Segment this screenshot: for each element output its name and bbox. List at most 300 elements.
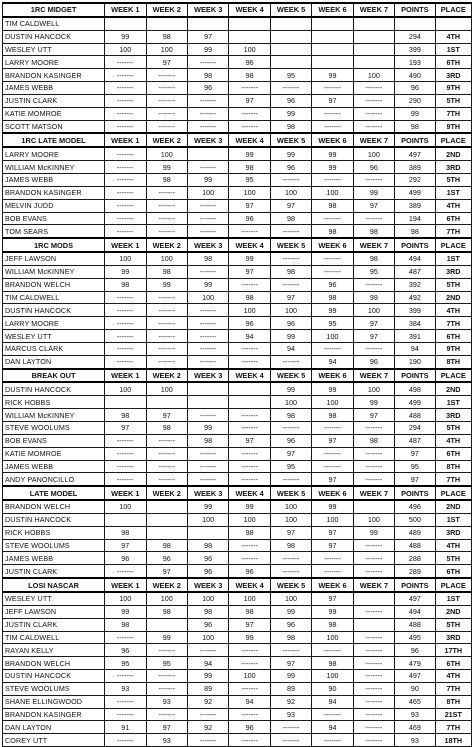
week-score: ------- — [312, 82, 353, 95]
driver-name: JAMES WEBB — [3, 173, 105, 186]
week-score — [312, 30, 353, 43]
week-score: ------- — [312, 422, 353, 435]
week-score: 98 — [270, 539, 311, 552]
week-score: 99 — [353, 526, 394, 539]
week-column-header: WEEK 2 — [146, 238, 187, 252]
week-score: ------- — [146, 120, 187, 133]
week-score: 96 — [187, 82, 228, 95]
points-total: 98 — [395, 120, 435, 133]
week-column-header: WEEK 4 — [229, 578, 270, 592]
week-score: 99 — [105, 30, 146, 43]
table-row — [3, 56, 472, 69]
place-rank: 3RD — [435, 161, 471, 174]
week-score: 97 — [270, 526, 311, 539]
driver-name: KATIE MOMROE — [3, 107, 105, 120]
week-score: ------- — [146, 355, 187, 368]
week-column-header: WEEK 6 — [312, 3, 353, 17]
week-score: 96 — [229, 317, 270, 330]
driver-name: TIM CALDWELL — [3, 17, 105, 30]
week-score: ------- — [353, 552, 394, 565]
table-row — [3, 708, 472, 721]
driver-name: WESLEY UTT — [3, 43, 105, 56]
place-rank: 4TH — [435, 30, 471, 43]
week-score: 100 — [312, 670, 353, 683]
week-score: ------- — [105, 107, 146, 120]
week-score: 97 — [229, 199, 270, 212]
week-score: 90 — [312, 682, 353, 695]
week-score: 98 — [187, 605, 228, 618]
week-score: 94 — [312, 695, 353, 708]
points-column-header: POINTS — [395, 133, 435, 147]
points-total: 492 — [395, 291, 435, 304]
driver-name: DAN LAYTON — [3, 355, 105, 368]
week-score: 99 — [312, 605, 353, 618]
table-row — [3, 317, 472, 330]
week-column-header: WEEK 1 — [105, 238, 146, 252]
week-score — [353, 500, 394, 513]
table-row — [3, 355, 472, 368]
table-row — [3, 539, 472, 552]
points-total: 190 — [395, 355, 435, 368]
week-score: 98 — [105, 526, 146, 539]
week-score: ------- — [229, 107, 270, 120]
driver-name: MELVIN JUDD — [3, 199, 105, 212]
week-column-header: WEEK 7 — [353, 369, 394, 383]
week-score: ------- — [105, 734, 146, 747]
driver-name: JAMES WEBB — [3, 460, 105, 473]
week-score: ------- — [312, 708, 353, 721]
week-score: ------- — [105, 186, 146, 199]
driver-name: BRANDON KASINGER — [3, 186, 105, 199]
week-score: ------- — [105, 225, 146, 238]
week-score: ------- — [229, 278, 270, 291]
table-row — [3, 342, 472, 355]
driver-name: LARRY MOORE — [3, 317, 105, 330]
week-score: 89 — [187, 682, 228, 695]
week-score: ------- — [187, 734, 228, 747]
points-total: 488 — [395, 409, 435, 422]
table-row — [3, 526, 472, 539]
place-column-header: PLACE — [435, 369, 471, 383]
table-row — [3, 670, 472, 683]
week-score: 98 — [105, 618, 146, 631]
points-column-header: POINTS — [395, 3, 435, 17]
week-score: 96 — [105, 552, 146, 565]
week-score: ------- — [229, 552, 270, 565]
week-score: 98 — [270, 265, 311, 278]
week-score — [229, 382, 270, 395]
place-rank: 4TH — [435, 304, 471, 317]
table-row — [3, 199, 472, 212]
week-score: 96 — [353, 161, 394, 174]
week-score: 94 — [270, 342, 311, 355]
week-score: 99 — [312, 500, 353, 513]
week-score: 99 — [146, 631, 187, 644]
points-total: 391 — [395, 330, 435, 343]
week-score: ------- — [187, 120, 228, 133]
points-total: 99 — [395, 107, 435, 120]
table-row — [3, 473, 472, 486]
table-row — [3, 644, 472, 657]
week-score: 93 — [146, 695, 187, 708]
week-score — [353, 17, 394, 30]
place-rank: 7TH — [435, 317, 471, 330]
points-total: 487 — [395, 434, 435, 447]
week-score: 100 — [187, 631, 228, 644]
place-rank: 21ST — [435, 708, 471, 721]
table-row — [3, 291, 472, 304]
table-row — [3, 721, 472, 734]
week-score: 93 — [270, 708, 311, 721]
week-score: 95 — [229, 173, 270, 186]
week-score: ------- — [146, 644, 187, 657]
week-score: 100 — [146, 382, 187, 395]
week-score: 100 — [270, 186, 311, 199]
driver-name: JAMES WEBB — [3, 82, 105, 95]
driver-name: JEFF LAWSON — [3, 605, 105, 618]
week-score: 100 — [105, 252, 146, 265]
week-score: 98 — [146, 539, 187, 552]
week-score: ------- — [187, 265, 228, 278]
week-score: 96 — [187, 552, 228, 565]
week-score — [105, 513, 146, 526]
week-score: 99 — [270, 670, 311, 683]
week-score: ------- — [270, 734, 311, 747]
week-score: 100 — [270, 500, 311, 513]
week-score: 100 — [105, 592, 146, 605]
week-score: 98 — [187, 69, 228, 82]
place-column-header: PLACE — [435, 578, 471, 592]
class-title: LATE MODEL — [3, 486, 105, 500]
week-column-header: WEEK 4 — [229, 369, 270, 383]
week-score: 98 — [187, 252, 228, 265]
week-score: ------- — [146, 682, 187, 695]
place-rank: 17TH — [435, 644, 471, 657]
week-score: 96 — [229, 565, 270, 578]
week-score — [229, 17, 270, 30]
driver-name: LARRY MOORE — [3, 147, 105, 160]
table-row — [3, 460, 472, 473]
week-score: 99 — [270, 107, 311, 120]
week-score — [187, 382, 228, 395]
week-score: 99 — [229, 631, 270, 644]
week-score — [187, 147, 228, 160]
week-score: ------- — [146, 69, 187, 82]
week-score: 98 — [105, 278, 146, 291]
week-score: ------- — [312, 644, 353, 657]
week-score: ------- — [146, 460, 187, 473]
week-score: ------- — [312, 734, 353, 747]
week-score: ------- — [270, 355, 311, 368]
driver-name: RAYAN KELLY — [3, 644, 105, 657]
week-score — [353, 592, 394, 605]
week-score: ------- — [146, 670, 187, 683]
table-row — [3, 43, 472, 56]
place-rank: 5TH — [435, 94, 471, 107]
week-score: ------- — [187, 161, 228, 174]
week-score: 99 — [229, 252, 270, 265]
week-column-header: WEEK 4 — [229, 238, 270, 252]
week-score — [229, 396, 270, 409]
week-column-header: WEEK 7 — [353, 238, 394, 252]
week-score: ------- — [312, 252, 353, 265]
place-rank: 8TH — [435, 460, 471, 473]
week-score: ------- — [105, 355, 146, 368]
points-total: 289 — [395, 565, 435, 578]
week-score: 96 — [187, 618, 228, 631]
table-row — [3, 17, 472, 30]
week-score: ------- — [270, 565, 311, 578]
table-row — [3, 147, 472, 160]
points-column-header: POINTS — [395, 238, 435, 252]
week-score: ------- — [312, 120, 353, 133]
place-rank: 6TH — [435, 447, 471, 460]
week-score: 95 — [353, 265, 394, 278]
week-score: ------- — [353, 695, 394, 708]
week-score: 98 — [270, 409, 311, 422]
table-row — [3, 409, 472, 422]
week-score: 96 — [105, 644, 146, 657]
place-rank: 1ST — [435, 252, 471, 265]
week-score — [105, 396, 146, 409]
week-score: ------- — [105, 212, 146, 225]
place-rank: 6TH — [435, 565, 471, 578]
week-score: 99 — [312, 382, 353, 395]
points-total: 500 — [395, 513, 435, 526]
week-score: 97 — [229, 94, 270, 107]
driver-name: DUSTIN HANCOCK — [3, 304, 105, 317]
week-score: 96 — [353, 355, 394, 368]
week-score: ------- — [146, 342, 187, 355]
week-score: ------- — [187, 473, 228, 486]
place-rank: 6TH — [435, 56, 471, 69]
class-header-row — [3, 486, 472, 500]
week-score: 97 — [270, 657, 311, 670]
place-column-header: PLACE — [435, 133, 471, 147]
week-score: ------- — [187, 708, 228, 721]
week-score: 96 — [270, 317, 311, 330]
week-score: 98 — [312, 291, 353, 304]
week-score: 96 — [146, 552, 187, 565]
week-score — [146, 500, 187, 513]
week-score: 97 — [353, 199, 394, 212]
week-score: ------- — [353, 422, 394, 435]
table-row — [3, 252, 472, 265]
week-score: 97 — [187, 30, 228, 43]
points-total: 499 — [395, 396, 435, 409]
week-score — [146, 17, 187, 30]
week-score: ------- — [353, 644, 394, 657]
week-score: ------- — [353, 734, 394, 747]
week-score: ------- — [353, 473, 394, 486]
week-score: ------- — [270, 721, 311, 734]
week-score: ------- — [270, 552, 311, 565]
driver-name: JUSTIN CLARK — [3, 565, 105, 578]
table-row — [3, 396, 472, 409]
week-score: ------- — [146, 317, 187, 330]
week-score: 97 — [312, 539, 353, 552]
week-score: 99 — [270, 605, 311, 618]
week-score: 96 — [229, 56, 270, 69]
week-score: ------- — [187, 317, 228, 330]
week-score: 97 — [105, 539, 146, 552]
week-score: ------- — [312, 342, 353, 355]
week-score: 97 — [146, 56, 187, 69]
week-score: 97 — [229, 265, 270, 278]
week-score: ------- — [187, 107, 228, 120]
week-score: ------- — [229, 473, 270, 486]
table-row — [3, 592, 472, 605]
points-total: 465 — [395, 695, 435, 708]
points-total: 94 — [395, 342, 435, 355]
place-rank: 7TH — [435, 473, 471, 486]
points-total: 487 — [395, 265, 435, 278]
driver-name: BOB EVANS — [3, 212, 105, 225]
week-score: 91 — [105, 721, 146, 734]
table-row — [3, 695, 472, 708]
week-score — [146, 513, 187, 526]
week-score: 100 — [312, 186, 353, 199]
week-score: 100 — [187, 291, 228, 304]
week-score: ------- — [312, 447, 353, 460]
week-score: ------- — [187, 460, 228, 473]
table-row — [3, 447, 472, 460]
week-score: ------- — [229, 409, 270, 422]
week-score: ------- — [229, 120, 270, 133]
week-score: 98 — [105, 409, 146, 422]
week-score: 95 — [105, 657, 146, 670]
class-title: LOSI NASCAR — [3, 578, 105, 592]
place-column-header: PLACE — [435, 3, 471, 17]
week-score: 100 — [146, 252, 187, 265]
driver-name: SHANE ELLINGWOOD — [3, 695, 105, 708]
week-score: 99 — [312, 304, 353, 317]
points-total: 193 — [395, 56, 435, 69]
table-row — [3, 382, 472, 395]
week-score: ------- — [105, 82, 146, 95]
week-score: ------- — [353, 447, 394, 460]
week-score: ------- — [187, 355, 228, 368]
week-score: ------- — [270, 644, 311, 657]
driver-name: RICK HOBBS — [3, 396, 105, 409]
place-rank — [435, 17, 471, 30]
class-title: 1RC MODS — [3, 238, 105, 252]
points-total: 496 — [395, 500, 435, 513]
week-score: ------- — [187, 56, 228, 69]
week-score: ------- — [187, 225, 228, 238]
week-score: ------- — [146, 82, 187, 95]
table-row — [3, 631, 472, 644]
points-column-header: POINTS — [395, 578, 435, 592]
driver-name: JAMES WEBB — [3, 552, 105, 565]
week-score: 97 — [312, 434, 353, 447]
week-score — [353, 618, 394, 631]
table-row — [3, 682, 472, 695]
week-score: ------- — [105, 434, 146, 447]
week-score: 100 — [229, 592, 270, 605]
week-score: 100 — [105, 500, 146, 513]
points-total: 288 — [395, 552, 435, 565]
points-total: 93 — [395, 708, 435, 721]
week-score: ------- — [105, 342, 146, 355]
points-total: 392 — [395, 278, 435, 291]
points-total: 294 — [395, 422, 435, 435]
place-rank: 2ND — [435, 291, 471, 304]
week-score: 95 — [270, 69, 311, 82]
week-column-header: WEEK 3 — [187, 238, 228, 252]
week-score: 95 — [312, 317, 353, 330]
week-score: 98 — [229, 605, 270, 618]
week-score: ------- — [353, 342, 394, 355]
driver-name: DUSTIN HANCOCK — [3, 513, 105, 526]
week-score: ------- — [229, 682, 270, 695]
week-score: ------- — [312, 173, 353, 186]
table-row — [3, 120, 472, 133]
week-score: 100 — [229, 43, 270, 56]
week-score: 97 — [353, 330, 394, 343]
week-score: 96 — [270, 434, 311, 447]
week-score: ------- — [353, 120, 394, 133]
week-score: ------- — [270, 473, 311, 486]
points-column-header: POINTS — [395, 486, 435, 500]
driver-name: KATIE MOMROE — [3, 447, 105, 460]
driver-name: WILLIAM McKINNEY — [3, 161, 105, 174]
place-rank: 5TH — [435, 173, 471, 186]
week-column-header: WEEK 1 — [105, 3, 146, 17]
place-rank: 1ST — [435, 186, 471, 199]
week-score: 98 — [270, 631, 311, 644]
week-score: 99 — [105, 265, 146, 278]
week-score: ------- — [353, 107, 394, 120]
week-score — [187, 17, 228, 30]
week-score: 99 — [229, 500, 270, 513]
place-rank: 4TH — [435, 199, 471, 212]
class-title: 1RC LATE MODEL — [3, 133, 105, 147]
points-total: 93 — [395, 734, 435, 747]
week-score: 100 — [312, 396, 353, 409]
driver-name: JUSTIN CLARK — [3, 618, 105, 631]
points-total: 97 — [395, 447, 435, 460]
week-score: ------- — [312, 460, 353, 473]
week-score: ------- — [187, 304, 228, 317]
driver-name: TIM CALDWELL — [3, 291, 105, 304]
week-score: 98 — [270, 212, 311, 225]
table-row — [3, 30, 472, 43]
points-total: 96 — [395, 82, 435, 95]
place-rank: 3RD — [435, 69, 471, 82]
week-column-header: WEEK 1 — [105, 369, 146, 383]
week-score: 99 — [353, 186, 394, 199]
week-score: 92 — [187, 695, 228, 708]
week-score: 100 — [353, 513, 394, 526]
table-row — [3, 186, 472, 199]
driver-name: WESLEY UTT — [3, 592, 105, 605]
week-score: 96 — [187, 565, 228, 578]
week-score — [187, 396, 228, 409]
week-score: ------- — [105, 447, 146, 460]
week-score: ------- — [353, 278, 394, 291]
week-column-header: WEEK 2 — [146, 486, 187, 500]
place-rank: 6TH — [435, 657, 471, 670]
week-score: 96 — [270, 618, 311, 631]
place-rank: 7TH — [435, 682, 471, 695]
week-score: 100 — [187, 592, 228, 605]
week-score: ------- — [229, 355, 270, 368]
driver-name: ANDY PANONCILLO — [3, 473, 105, 486]
week-score: ------- — [187, 409, 228, 422]
week-score: 97 — [229, 434, 270, 447]
week-score — [105, 17, 146, 30]
